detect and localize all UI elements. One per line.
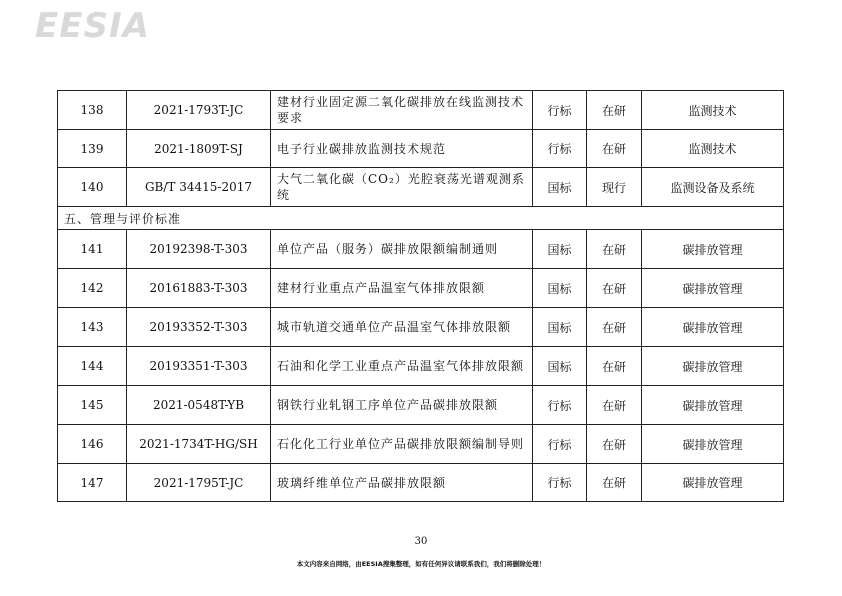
standard-level-cell: 行标 [533,425,587,464]
table-row [58,464,784,502]
section-header-row [58,207,784,230]
standard-status-cell: 在研 [587,308,642,347]
eesia-logo: EESIA [35,6,150,46]
standard-name-cell: 玻璃纤维单位产品碳排放限额 [271,464,533,502]
standard-category-cell: 碳排放管理 [642,386,784,425]
standard-category-cell: 碳排放管理 [642,308,784,347]
standard-status-cell: 在研 [587,91,642,130]
standard-level-cell: 行标 [533,130,587,168]
standard-status-cell: 在研 [587,230,642,269]
standard-name-cell: 单位产品（服务）碳排放限额编制通则 [271,230,533,269]
standard-category-cell: 监测技术 [642,91,784,130]
standard-level-cell: 国标 [533,168,587,207]
standard-status-cell: 现行 [587,168,642,207]
footer-disclaimer: 本文内容来自网络，由EESIA搜集整理，如有任何异议请联系我们，我们将删除处理！ [296,560,546,568]
standard-category-cell: 碳排放管理 [642,425,784,464]
standard-code-cell: GB/T 34415-2017 [127,168,271,207]
standard-status-cell: 在研 [587,386,642,425]
standards-table [57,90,784,502]
table-row [58,425,784,464]
table-row [58,308,784,347]
page-number: 30 [414,536,428,547]
standard-name-cell: 电子行业碳排放监测技术规范 [271,130,533,168]
section-title: 五、管理与评价标准 [58,207,784,230]
row-number-cell: 140 [58,168,127,207]
standard-level-cell: 行标 [533,91,587,130]
standard-name-cell: 城市轨道交通单位产品温室气体排放限额 [271,308,533,347]
standard-code-cell: 2021-1793T-JC [127,91,271,130]
row-number-cell: 143 [58,308,127,347]
standard-code-cell: 2021-1734T-HG/SH [127,425,271,464]
standard-category-cell: 碳排放管理 [642,230,784,269]
standard-category-cell: 碳排放管理 [642,269,784,308]
standard-name-cell: 大气二氧化碳（CO₂）光腔衰荡光谱观测系统 [271,168,533,207]
standard-status-cell: 在研 [587,130,642,168]
standard-name-cell: 钢铁行业轧钢工序单位产品碳排放限额 [271,386,533,425]
standard-status-cell: 在研 [587,347,642,386]
table-row [58,168,784,207]
standard-level-cell: 国标 [533,230,587,269]
standard-status-cell: 在研 [587,464,642,502]
standard-category-cell: 监测技术 [642,130,784,168]
row-number-cell: 144 [58,347,127,386]
table-row [58,91,784,130]
standard-code-cell: 2021-1809T-SJ [127,130,271,168]
row-number-cell: 147 [58,464,127,502]
standard-name-cell: 石化化工行业单位产品碳排放限额编制导则 [271,425,533,464]
standard-category-cell: 碳排放管理 [642,464,784,502]
standard-code-cell: 20193351-T-303 [127,347,271,386]
standard-code-cell: 20193352-T-303 [127,308,271,347]
row-number-cell: 141 [58,230,127,269]
standard-level-cell: 行标 [533,386,587,425]
standard-name-cell: 建材行业重点产品温室气体排放限额 [271,269,533,308]
standard-status-cell: 在研 [587,269,642,308]
standard-category-cell: 碳排放管理 [642,347,784,386]
row-number-cell: 138 [58,91,127,130]
row-number-cell: 142 [58,269,127,308]
table-row [58,269,784,308]
standard-name-cell: 建材行业固定源二氧化碳排放在线监测技术要求 [271,91,533,130]
row-number-cell: 145 [58,386,127,425]
row-number-cell: 146 [58,425,127,464]
standard-code-cell: 20192398-T-303 [127,230,271,269]
table-row [58,130,784,168]
standard-code-cell: 2021-0548T-YB [127,386,271,425]
standard-level-cell: 行标 [533,464,587,502]
standard-category-cell: 监测设备及系统 [642,168,784,207]
standard-level-cell: 国标 [533,269,587,308]
standard-code-cell: 2021-1795T-JC [127,464,271,502]
standard-code-cell: 20161883-T-303 [127,269,271,308]
standard-status-cell: 在研 [587,425,642,464]
table-row [58,230,784,269]
standard-name-cell: 石油和化学工业重点产品温室气体排放限额 [271,347,533,386]
standard-level-cell: 国标 [533,347,587,386]
table-row [58,347,784,386]
table-row [58,386,784,425]
row-number-cell: 139 [58,130,127,168]
standard-level-cell: 国标 [533,308,587,347]
